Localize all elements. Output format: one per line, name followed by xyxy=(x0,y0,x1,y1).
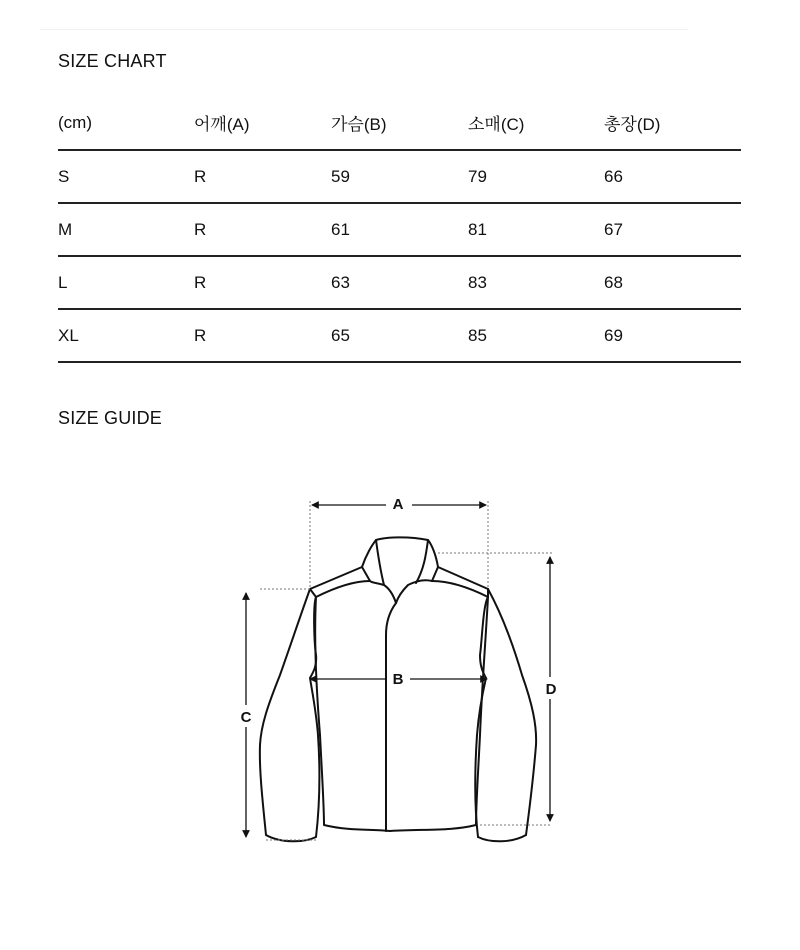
sleeve-cell: 85 xyxy=(468,309,604,362)
shoulder-cell: R xyxy=(194,150,331,203)
top-divider xyxy=(40,29,688,30)
right-cuff xyxy=(478,835,526,841)
shoulder-cell: R xyxy=(194,256,331,309)
chest-cell: 61 xyxy=(331,203,468,256)
shoulder-cell: R xyxy=(194,203,331,256)
size-cell: L xyxy=(58,256,194,309)
header-unit: (cm) xyxy=(58,96,194,150)
size-cell: M xyxy=(58,203,194,256)
collar-lapel-left xyxy=(376,540,384,585)
jacket-measurement-svg xyxy=(230,485,590,855)
right-hem xyxy=(390,597,488,831)
header-sleeve: 소매(C) xyxy=(468,96,604,150)
label-b: B xyxy=(392,671,404,688)
length-cell: 69 xyxy=(604,309,741,362)
size-cell: S xyxy=(58,150,194,203)
size-guide-title: SIZE GUIDE xyxy=(58,408,163,428)
header-length: 총장(D) xyxy=(604,96,741,150)
jacket-outline xyxy=(260,537,536,841)
chest-cell: 59 xyxy=(331,150,468,203)
label-c: C xyxy=(240,709,252,726)
left-yoke xyxy=(310,581,370,597)
size-cell: XL xyxy=(58,309,194,362)
table-row xyxy=(58,309,741,362)
shoulder-cell: R xyxy=(194,309,331,362)
right-yoke xyxy=(432,581,488,597)
table-row xyxy=(58,256,741,309)
table-row xyxy=(58,150,741,203)
chest-cell: 63 xyxy=(331,256,468,309)
header-chest: 가슴(B) xyxy=(331,96,468,150)
chest-cell: 65 xyxy=(331,309,468,362)
left-shoulder-and-body xyxy=(260,567,362,835)
length-cell: 66 xyxy=(604,150,741,203)
label-a: A xyxy=(392,496,404,513)
sleeve-cell: 83 xyxy=(468,256,604,309)
label-d: D xyxy=(545,681,557,698)
length-cell: 67 xyxy=(604,203,741,256)
left-hem xyxy=(315,597,390,831)
size-guide-diagram xyxy=(230,485,590,855)
placket xyxy=(386,603,396,831)
table-header-row xyxy=(58,96,741,150)
table-row xyxy=(58,203,741,256)
size-chart-title: SIZE CHART xyxy=(58,51,167,71)
length-cell: 68 xyxy=(604,256,741,309)
header-shoulder: 어깨(A) xyxy=(194,96,331,150)
collar-lapel-right xyxy=(416,540,428,583)
sleeve-cell: 81 xyxy=(468,203,604,256)
size-chart-table xyxy=(58,96,741,363)
measurement-guides xyxy=(260,501,552,840)
sleeve-cell: 79 xyxy=(468,150,604,203)
